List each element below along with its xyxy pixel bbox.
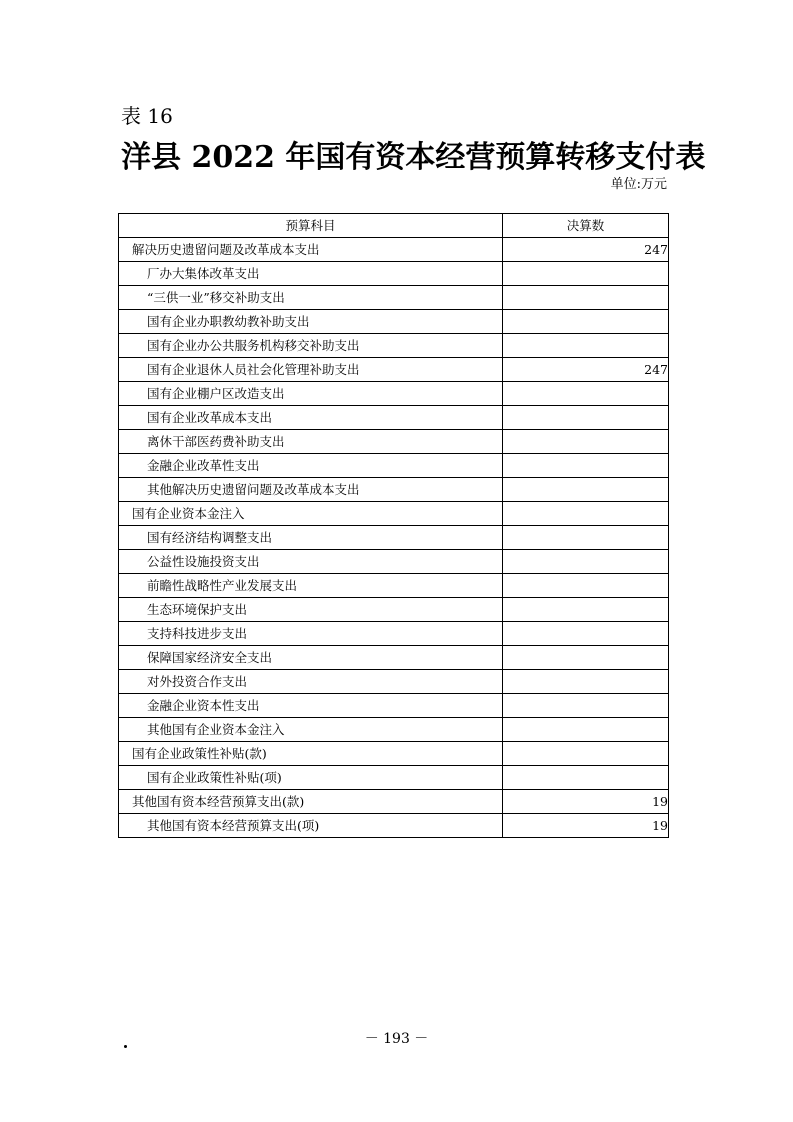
table-row (119, 382, 669, 406)
table-row (119, 262, 669, 286)
row-budget-item: 支持科技进步支出 (119, 622, 503, 646)
table-row (119, 238, 669, 262)
row-budget-item: 其他国有资本经营预算支出(项) (119, 814, 503, 838)
row-final-amount (503, 718, 669, 742)
row-budget-item: 保障国家经济安全支出 (119, 646, 503, 670)
row-final-amount (503, 574, 669, 598)
row-final-amount (503, 382, 669, 406)
row-final-amount (503, 694, 669, 718)
row-budget-item: 其他国有资本经营预算支出(款) (119, 790, 503, 814)
row-budget-item: 前瞻性战略性产业发展支出 (119, 574, 503, 598)
row-budget-item: 国有企业改革成本支出 (119, 406, 503, 430)
table-row (119, 406, 669, 430)
page-number: － 193 － (364, 1031, 429, 1047)
row-budget-item: 对外投资合作支出 (119, 670, 503, 694)
table-row (119, 646, 669, 670)
table-row (119, 766, 669, 790)
table-row (119, 502, 669, 526)
row-budget-item: “三供一业”移交补助支出 (119, 286, 503, 310)
row-budget-item: 其他国有企业资本金注入 (119, 718, 503, 742)
row-budget-item: 离休干部医药费补助支出 (119, 430, 503, 454)
table-row (119, 574, 669, 598)
table-row (119, 478, 669, 502)
row-final-amount: 247 (503, 358, 669, 382)
row-final-amount (503, 406, 669, 430)
margin-dot (124, 1045, 127, 1048)
row-final-amount (503, 502, 669, 526)
table-row (119, 742, 669, 766)
row-final-amount: 19 (503, 814, 669, 838)
row-budget-item: 国有经济结构调整支出 (119, 526, 503, 550)
document-title: 洋县 2022 年国有资本经营预算转移支付表 (121, 140, 706, 175)
table-row (119, 718, 669, 742)
row-final-amount (503, 550, 669, 574)
row-final-amount (503, 646, 669, 670)
row-final-amount (503, 598, 669, 622)
row-final-amount (503, 286, 669, 310)
row-final-amount (503, 454, 669, 478)
header-final-amount: 决算数 (503, 214, 669, 238)
table-row (119, 286, 669, 310)
table-row (119, 694, 669, 718)
row-final-amount (503, 310, 669, 334)
table-row (119, 454, 669, 478)
table-row (119, 790, 669, 814)
row-budget-item: 其他解决历史遗留问题及改革成本支出 (119, 478, 503, 502)
row-final-amount (503, 742, 669, 766)
row-budget-item: 国有企业资本金注入 (119, 502, 503, 526)
table-header-row (119, 214, 669, 238)
row-budget-item: 解决历史遗留问题及改革成本支出 (119, 238, 503, 262)
table-row (119, 670, 669, 694)
row-budget-item: 国有企业政策性补贴(款) (119, 742, 503, 766)
row-final-amount (503, 334, 669, 358)
row-budget-item: 国有企业棚户区改造支出 (119, 382, 503, 406)
row-final-amount (503, 262, 669, 286)
row-final-amount: 247 (503, 238, 669, 262)
row-budget-item: 国有企业办职教幼教补助支出 (119, 310, 503, 334)
row-budget-item: 国有企业退休人员社会化管理补助支出 (119, 358, 503, 382)
table-label: 表 16 (121, 104, 173, 128)
row-budget-item: 金融企业资本性支出 (119, 694, 503, 718)
row-final-amount (503, 526, 669, 550)
row-final-amount (503, 430, 669, 454)
table-row (119, 358, 669, 382)
table-row (119, 598, 669, 622)
row-budget-item: 厂办大集体改革支出 (119, 262, 503, 286)
row-budget-item: 金融企业改革性支出 (119, 454, 503, 478)
row-final-amount (503, 478, 669, 502)
row-final-amount (503, 766, 669, 790)
budget-table (118, 213, 669, 838)
unit-label: 单位:万元 (610, 177, 667, 192)
row-budget-item: 生态环境保护支出 (119, 598, 503, 622)
row-budget-item: 国有企业政策性补贴(项) (119, 766, 503, 790)
row-final-amount (503, 622, 669, 646)
table-row (119, 430, 669, 454)
row-final-amount: 19 (503, 790, 669, 814)
table-row (119, 622, 669, 646)
table-body (119, 238, 669, 838)
row-budget-item: 公益性设施投资支出 (119, 550, 503, 574)
table-row (119, 310, 669, 334)
row-final-amount (503, 670, 669, 694)
header-budget-item: 预算科目 (119, 214, 503, 238)
table-row (119, 550, 669, 574)
row-budget-item: 国有企业办公共服务机构移交补助支出 (119, 334, 503, 358)
table-row (119, 814, 669, 838)
table-row (119, 334, 669, 358)
table-row (119, 526, 669, 550)
